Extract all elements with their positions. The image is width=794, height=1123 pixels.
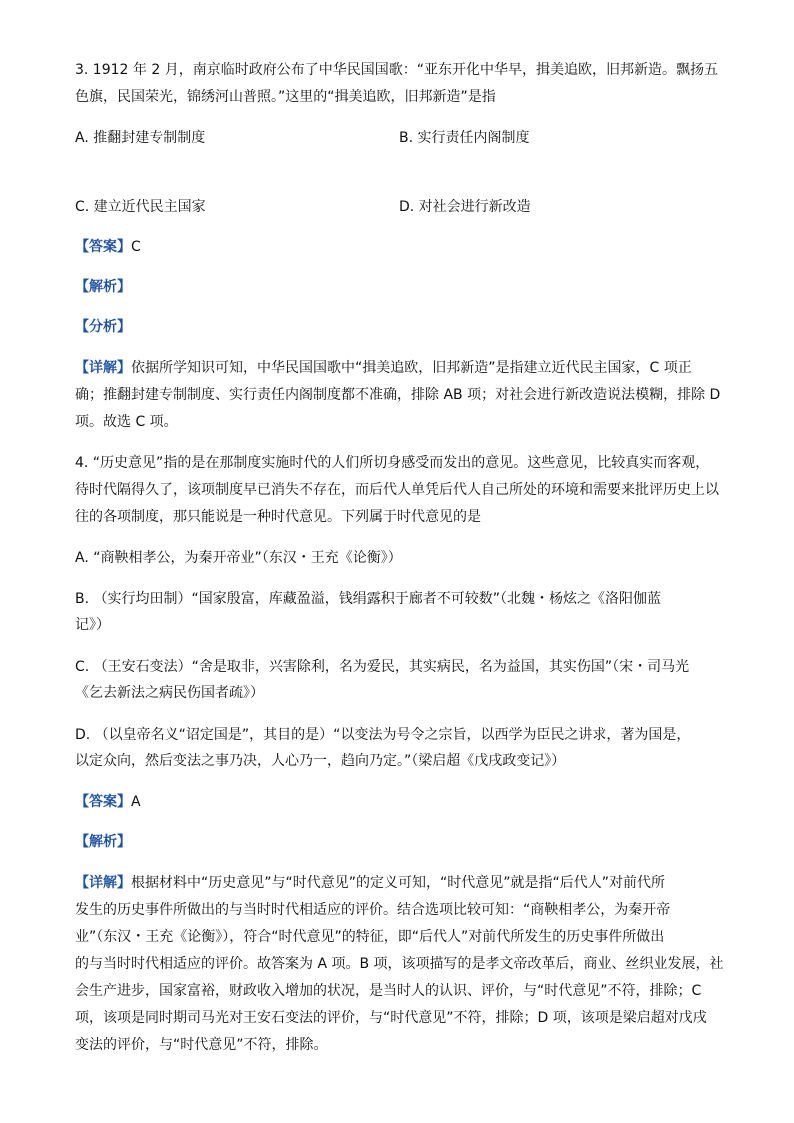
q3-stem-line-1: 3. 1912 年 2 月，南京临时政府公布了中华民国国歌：“亚东开化中华早，揖美追欧，旧邦新造。飘扬五	[75, 62, 718, 78]
q4-detail-line-1	[75, 873, 665, 893]
detail-tag: 【详解】	[75, 875, 131, 891]
answer-value: C	[131, 239, 141, 255]
answer-tag: 【答案】	[75, 794, 131, 810]
q3-answer	[75, 237, 141, 257]
q4-detail-line-3: 业”（东汉・王充《论衡》），符合“时代意见”的特征，即“后代人”对前代所发生的历史事件所做出	[75, 929, 665, 945]
q3-fenxi-tag: 【分析】	[75, 319, 131, 335]
q4-stem-line-2: 待时代隔得久了，该项制度早已消失不存在，而后代人单凭后代人自己所处的环境和需要来批评历史上以	[75, 482, 719, 498]
q3-detail-line-3: 项。故选 C 项。	[75, 414, 178, 430]
q4-stem-line-3: 往的各项制度，那只能说是一种时代意见。下列属于时代意见的是	[75, 509, 481, 525]
q3-option-c: C. 建立近代民主国家	[75, 199, 206, 215]
q4-detail-line-5: 会生产进步，国家富裕，财政收入增加的状况，是当时人的认识、评价，与“时代意见”不符，排除；C	[75, 983, 702, 999]
q4-jiexi-tag: 【解析】	[75, 834, 131, 850]
q3-detail-line-1	[75, 358, 692, 378]
q4-answer	[75, 792, 141, 812]
detail-text: 根据材料中“历史意见”与“时代意见”的定义可知，“时代意见”就是指“后代人”对前代所	[131, 875, 666, 891]
q4-detail-line-2: 发生的历史事件所做出的与当时时代相适应的评价。结合选项比较可知：“商鞅相孝公，为秦开帝	[75, 902, 671, 918]
q4-option-b-line-2: 记》）	[75, 617, 110, 633]
q4-option-c-line-2: 《乞去新法之病民伤国者疏》）	[75, 685, 264, 701]
detail-tag: 【详解】	[75, 360, 131, 376]
q3-option-a: A. 推翻封建专制制度	[75, 130, 206, 146]
q4-detail-line-4: 的与当时时代相适应的评价。故答案为 A 项。B 项，该项描写的是孝文帝改革后，商业、丝织业发展，社	[75, 956, 724, 972]
q3-jiexi-tag: 【解析】	[75, 279, 131, 295]
q3-stem-line-2: 色旗，民国荣光，锦绣河山普照。”这里的“揖美追欧，旧邦新造”是指	[75, 89, 496, 105]
q3-detail-line-2: 确；推翻封建专制制度、实行责任内阁制度都不准确，排除 AB 项；对社会进行新改造说法模糊，排除 D	[75, 387, 721, 403]
q4-option-d-line-2: 以定众向，然后变法之事乃决，人心乃一，趋向乃定。”（梁启超《戊戌政变记》）	[75, 753, 566, 769]
q4-option-b-line-1: B. （实行均田制）“国家殷富，库藏盈溢，钱绢露积于廊者不可较数”（北魏・杨炫之《洛阳伽蓝	[75, 591, 662, 607]
answer-value: A	[131, 794, 141, 810]
q4-option-d-line-1: D. （以皇帝名义“诏定国是”，其目的是）“以变法为号令之宗旨，以西学为臣民之讲求，著为国是，	[75, 727, 691, 743]
answer-tag: 【答案】	[75, 239, 131, 255]
q4-option-a: A. “商鞅相孝公，为秦开帝业”（东汉・王充《论衡》）	[75, 550, 402, 566]
q4-stem-line-1: 4. “历史意见”指的是在那制度实施时代的人们所切身感受而发出的意见。这些意见，比较真实而客观，	[75, 455, 710, 471]
detail-text: 依据所学知识可知，中华民国国歌中“揖美追欧，旧邦新造”是指建立近代民主国家，C 项正	[131, 360, 692, 376]
q4-detail-line-7: 变法的评价，与“时代意见”不符，排除。	[75, 1037, 328, 1053]
q4-detail-line-6: 项，该项是同时期司马光对王安石变法的评价，与“时代意见”不符，排除；D 项，该项是梁启超对戊戌	[75, 1010, 707, 1026]
q3-option-d: D. 对社会进行新改造	[399, 199, 531, 215]
q4-option-c-line-1: C. （王安石变法）“舍是取非，兴害除利，名为爱民，其实病民，名为益国，其实伤国”（宋・司马光	[75, 659, 690, 675]
q3-option-b: B. 实行责任内阁制度	[399, 130, 530, 146]
